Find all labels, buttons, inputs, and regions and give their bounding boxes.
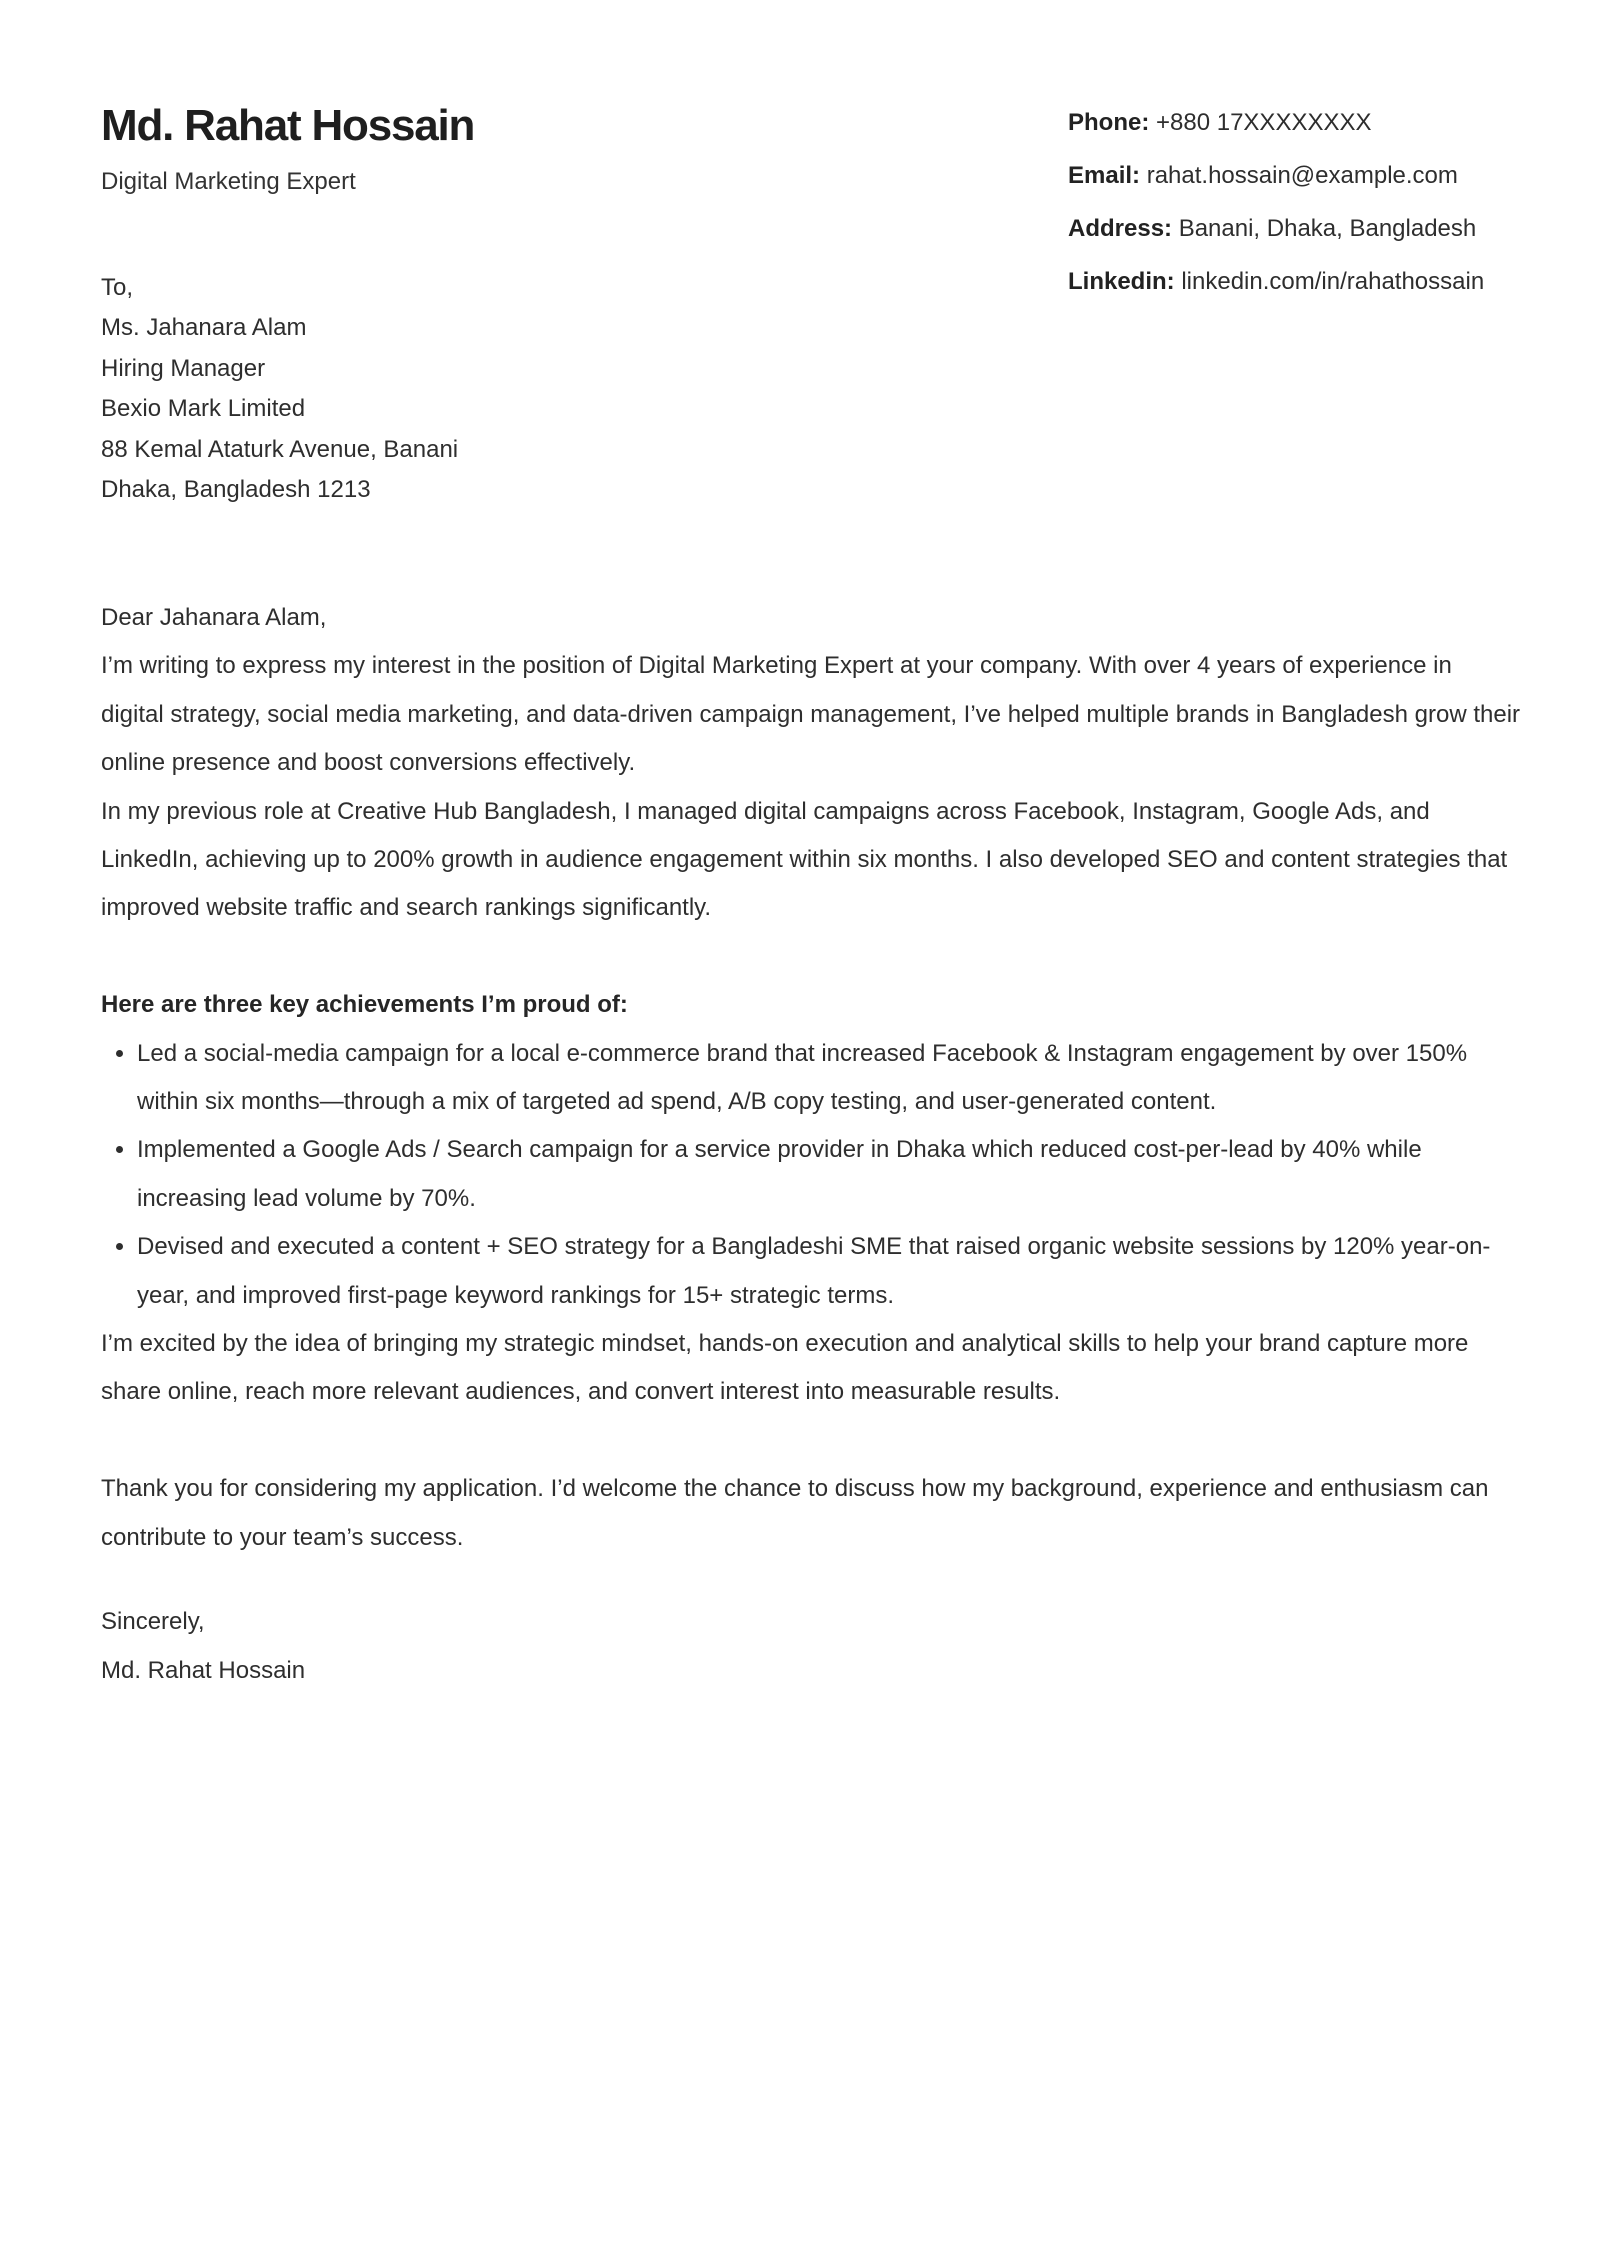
closing: Sincerely, [101,1608,205,1636]
linkedin-value: linkedin.com/in/rahathossain [1181,268,1485,295]
email-label: Email: [1068,162,1141,189]
salutation: Dear Jahanara Alam, [101,604,327,631]
contact-address [1068,210,1568,263]
linkedin-label: Linkedin: [1068,268,1175,295]
recipient-block [101,268,458,510]
recipient-to: To, [101,274,134,301]
recipient-title: Hiring Manager [101,354,266,382]
spacer [101,933,1521,981]
recipient-city: Dhaka, Bangladesh 1213 [101,476,371,504]
applicant-name: Md. Rahat Hossain [101,101,475,150]
recipient-street: 88 Kemal Ataturk Avenue, Banani [101,435,459,463]
list-item: • Led a social-media campaign for a local e-commerce brand that increased Facebook & Instagram engagement by over 150% within six months—through a mix of targeted ad spend, A/B copy testing, and user-generated content. [137,1030,1521,1127]
recipient-company: Bexio Mark Limited [101,395,306,423]
applicant-role: Digital Marketing Expert [101,168,356,195]
recipient-name: Ms. Jahanara Alam [101,314,307,342]
phone-label: Phone: [1068,109,1150,136]
contact-phone [1068,104,1568,157]
address-value: Banani, Dhaka, Bangladesh [1178,215,1477,242]
contact-linkedin [1068,263,1568,316]
spacer [101,1417,1521,1465]
spacer [101,1562,1521,1598]
address-label: Address: [1068,215,1173,242]
email-value: rahat.hossain@example.com [1146,162,1458,189]
achievements-title: Here are three key achievements I’m proud of: [101,991,628,1019]
paragraph-motivation: I’m excited by the idea of bringing my strategic mindset, hands-on execution and analytical skills to help your brand capture more share online, reach more relevant audiences, and convert interest into measurable results. [101,1330,1469,1406]
letter-body [101,594,1521,1695]
contact-email [1068,157,1568,210]
list-item: • Devised and executed a content + SEO strategy for a Bangladeshi SME that raised organic website sessions by 120% year-on-year, and improved first-page keyword rankings for 15+ strategic terms. [137,1223,1521,1320]
paragraph-thanks: Thank you for considering my application. I’d welcome the chance to discuss how my background, experience and enthusiasm can contribute to your team’s success. [101,1475,1489,1551]
paragraph-intro: I’m writing to express my interest in the position of Digital Marketing Expert at your company. With over 4 years of experience in digital strategy, social media marketing, and data-driven campaign management, I’ve helped multiple brands in Bangladesh grow their online presence and boost conversions effectively. [101,652,1521,777]
contact-block [1068,104,1568,316]
achievements-list [101,1030,1521,1320]
list-item: • Implemented a Google Ads / Search campaign for a service provider in Dhaka which reduced cost-per-lead by 40% while increasing lead volume by 70%. [137,1126,1521,1223]
signature: Md. Rahat Hossain [101,1656,306,1684]
paragraph-experience: In my previous role at Creative Hub Bangladesh, I managed digital campaigns across Facebook, Instagram, Google Ads, and LinkedIn, achieving up to 200% growth in audience engagement within six months. I also developed SEO and content strategies that improved website traffic and search rankings significantly. [101,797,1508,922]
phone-value: +880 17XXXXXXXX [1156,109,1372,136]
